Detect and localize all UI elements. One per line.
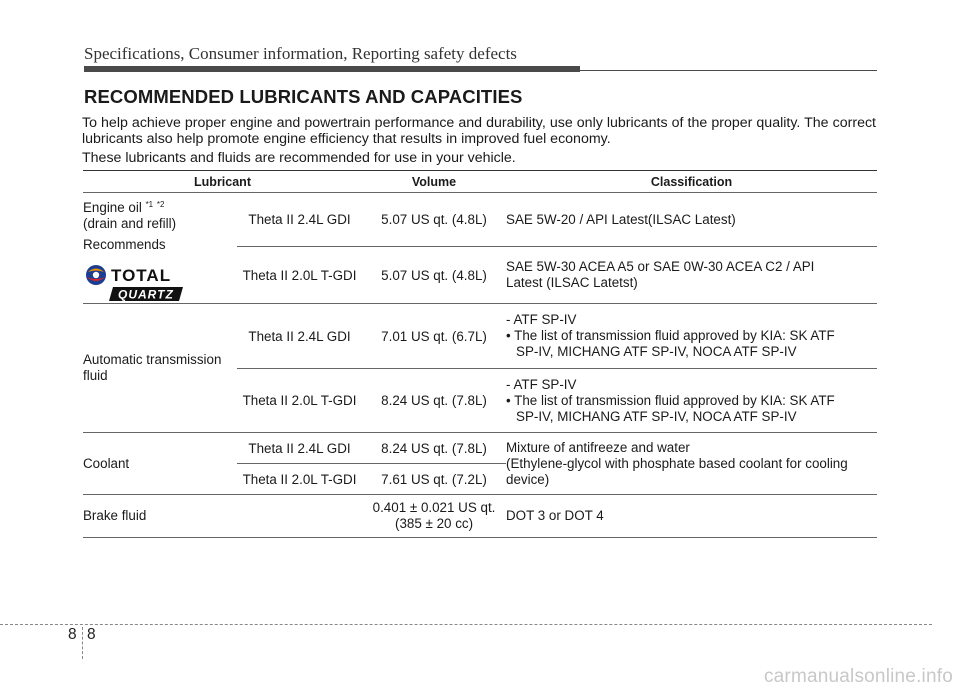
engine-oil-class-2-line2: Latest (ILSAC Latetst) [506, 275, 638, 290]
atf-class-2-line2: • The list of transmission fluid approved by KIA: SK ATF [506, 392, 835, 408]
coolant-class [506, 433, 877, 495]
atf-class-1-line2: • The list of transmission fluid approved by KIA: SK ATF [506, 328, 835, 343]
engine-oil-class-2 [506, 247, 877, 304]
atf-class-2-line3: SP-IV, MICHANG ATF SP-IV, NOCA ATF SP-IV [516, 408, 797, 424]
header-volume: Volume [362, 171, 506, 193]
atf-class-2-line1: - ATF SP-IV [506, 376, 577, 392]
brake-volume [362, 495, 506, 538]
header-rule-thin [580, 70, 877, 71]
coolant-volume-1: 8.24 US qt. (7.8L) [362, 433, 506, 464]
atf-volume-1: 7.01 US qt. (6.7L) [362, 304, 506, 369]
atf-class-2 [506, 369, 877, 433]
atf-cell [83, 304, 237, 433]
engine-oil-volume-1: 5.07 US qt. (4.8L) [362, 193, 506, 247]
engine-oil-cell [83, 193, 237, 304]
recommends-label: Recommends [83, 237, 166, 252]
footer-dashed-rule [0, 624, 932, 625]
page-number: 8 [87, 626, 96, 643]
coolant-class-line1: Mixture of antifreeze and water [506, 439, 690, 455]
brake-label: Brake fluid [83, 495, 362, 538]
table-row [83, 495, 877, 538]
running-header: Specifications, Consumer information, Reporting safety defects [84, 44, 517, 63]
section-title: RECOMMENDED LUBRICANTS AND CAPACITIES [84, 86, 523, 107]
svg-text:TOTAL: TOTAL [111, 266, 172, 285]
engine-oil-class-2-line1: SAE 5W-30 ACEA A5 or SAE 0W-30 ACEA C2 / API [506, 259, 815, 274]
header-classification: Classification [506, 171, 877, 193]
footnote-1: *1 [145, 200, 154, 209]
atf-volume-2: 8.24 US qt. (7.8L) [362, 369, 506, 433]
engine-oil-volume-2: 5.07 US qt. (4.8L) [362, 247, 506, 304]
footnote-2: *2 [156, 200, 165, 209]
header-rule-thick [84, 66, 580, 72]
svg-text:QUARTZ: QUARTZ [118, 287, 174, 302]
brake-volume-line1: 0.401 ± 0.021 US qt. [372, 500, 496, 515]
engine-oil-sub: (drain and refill) [83, 216, 177, 231]
coolant-class-line2: (Ethylene-glycol with phosphate based coolant for cooling [506, 455, 848, 471]
intro-paragraph: To help achieve proper engine and powertrain performance and durability, use only lubricants of the proper quality. The correct lubricants also help promote engine efficiency that results in improved fuel economy. [82, 115, 876, 147]
atf-engine-1: Theta II 2.4L GDI [237, 304, 362, 369]
atf-class-1 [506, 304, 877, 369]
section-number: 8 [68, 626, 77, 643]
table-header-row [83, 171, 877, 193]
table-row [83, 433, 877, 464]
lubricants-table [83, 170, 877, 538]
coolant-engine-2: Theta II 2.0L T-GDI [237, 464, 362, 495]
engine-oil-engine-2: Theta II 2.0L T-GDI [237, 247, 362, 304]
brake-class: DOT 3 or DOT 4 [506, 495, 877, 538]
coolant-volume-2: 7.61 US qt. (7.2L) [362, 464, 506, 495]
atf-label-line1: Automatic transmission [83, 352, 222, 367]
engine-oil-label: Engine oil [83, 200, 142, 215]
table-row [83, 193, 877, 247]
table-row [83, 304, 877, 369]
atf-class-1-line3: SP-IV, MICHANG ATF SP-IV, NOCA ATF SP-IV [516, 344, 797, 359]
atf-engine-2: Theta II 2.0L T-GDI [237, 369, 362, 433]
coolant-class-line3: device) [506, 471, 550, 487]
intro-paragraph-2: These lubricants and fluids are recommended for use in your vehicle. [82, 150, 516, 166]
engine-oil-class-1: SAE 5W-20 / API Latest(ILSAC Latest) [506, 193, 877, 247]
footer-dashed-divider [82, 627, 83, 659]
header-lubricant: Lubricant [83, 171, 362, 193]
total-quartz-logo [83, 263, 237, 303]
brake-volume-line2: (385 ± 20 cc) [394, 516, 474, 531]
engine-oil-engine-1: Theta II 2.4L GDI [237, 193, 362, 247]
coolant-engine-1: Theta II 2.4L GDI [237, 433, 362, 464]
watermark: carmanualsonline.info [763, 666, 953, 687]
coolant-label: Coolant [83, 433, 237, 495]
atf-label-line2: fluid [83, 368, 108, 383]
atf-class-1-line1: - ATF SP-IV [506, 312, 577, 327]
total-logo-icon [83, 263, 193, 303]
